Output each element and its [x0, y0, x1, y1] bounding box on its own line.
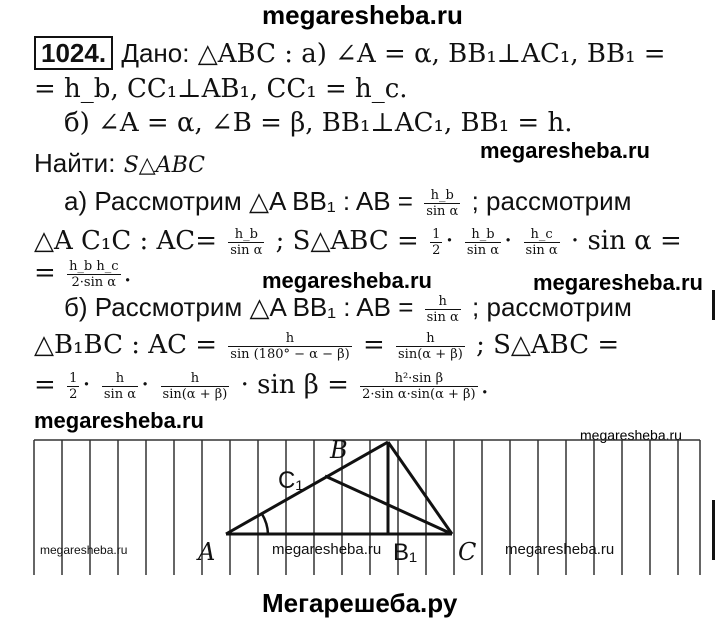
find-target: S△ABC — [123, 153, 205, 178]
problem-find — [34, 148, 205, 181]
find-label: Найти: — [34, 148, 116, 178]
solution-text: ; S△ABC = — [275, 226, 419, 256]
solution-a-line-1 — [64, 186, 632, 219]
solution-a-line-3: = $\frac{\text{h\_b h\_c}}{\text{2·sin α}}$ . — [34, 258, 132, 290]
fraction: $\frac{h\_b}{\text{sin α}}$ — [230, 226, 263, 258]
fraction: $\frac{h}{\text{sin α}}$ — [426, 293, 459, 325]
fraction: $\frac{\text{h\_b h\_c}}{\text{2·sin α}}$ — [69, 258, 119, 290]
fraction: $\frac{h\_b}{\text{sin α}}$ — [466, 226, 499, 258]
label-C1: C₁ — [278, 467, 304, 494]
solution-text: б) Рассмотрим △A BB₁ : AB = — [64, 292, 414, 322]
scan-edge — [712, 290, 715, 320]
solution-text: · sin α = — [570, 226, 682, 256]
fraction: $\frac{h}{\sin(\alpha + \beta)}$ — [398, 330, 463, 362]
solution-b-line-1 — [64, 292, 632, 325]
fraction: $\frac{1}{2}$ — [432, 226, 441, 258]
solution-text: · sin β = — [240, 370, 349, 400]
label-C: C — [458, 538, 477, 566]
given-text-1: △ABC : а) ∠A = α, BB₁⊥AC₁, BB₁ = — [197, 39, 666, 69]
fraction: $\frac{\text{h²·sin β}}{\text{2·sin α·sin(α + β)}}$ — [362, 370, 476, 402]
fraction: $\frac{h\_c}{\text{sin α}}$ — [525, 226, 558, 258]
watermark-bottom: Мегарешеба.ру — [262, 588, 458, 618]
solution-text: = — [362, 330, 385, 360]
triangle-diagram — [0, 430, 720, 580]
solution-a-line-2: △A C₁C : AC= $\frac{h\_b}{\text{sin α}}$ ; S△ABC = $\frac{1}{2}$ · $\frac{h\_b}{\text{sin α}}$ · $\frac{h\_c}{\text{sin α}}$ · sin α = — [34, 226, 682, 258]
problem-line-2: = h_b, CC₁⊥AB₁, CC₁ = h_c. — [34, 74, 408, 104]
watermark: megaresheba.ru — [505, 541, 615, 558]
fraction: $\frac{h\_b}{\text{sin α}}$ — [426, 187, 459, 219]
solution-b-line-3: = $\frac{1}{2}$ · $\frac{h}{\text{sin α}}$ · $\frac{h}{\sin(\alpha + \beta)}$ · sin β = $\frac{\text{h²·sin β}}{\text{2·sin α·sin(α + β)}}$ . — [34, 370, 489, 402]
solution-text: △B₁BC : AC = — [34, 330, 218, 360]
problem-line-3: б) ∠A = α, ∠B = β, BB₁⊥AC₁, BB₁ = h. — [64, 108, 573, 138]
fraction: $\frac{h}{\sin (180^\circ - \alpha - \beta)}$ — [230, 330, 350, 362]
fraction: $\frac{h}{\sin(\alpha + \beta)}$ — [162, 370, 228, 402]
solution-text: = — [34, 370, 56, 400]
solution-text: а) Рассмотрим △A BB₁ : AB = — [64, 186, 413, 216]
fraction: $\frac{1}{2}$ — [69, 370, 78, 402]
solution-text: = — [34, 258, 56, 288]
watermark: megaresheba.ru — [533, 270, 703, 295]
solution-text: ; рассмотрим — [471, 186, 632, 216]
watermark: megaresheba.ru — [40, 543, 128, 557]
watermark-top: megaresheba.ru — [262, 0, 463, 30]
label-A: A — [198, 538, 216, 566]
label-B: B — [330, 436, 348, 464]
watermark: megaresheba.ru — [272, 541, 382, 558]
label-B1: B₁ — [393, 539, 418, 566]
solution-text: ; рассмотрим — [472, 292, 632, 322]
watermark: megaresheba.ru — [262, 268, 432, 293]
watermark: megaresheba.ru — [34, 408, 204, 433]
given-label: Дано: — [121, 38, 190, 68]
watermark: megaresheba.ru — [580, 427, 682, 443]
problem-number: 1024. — [34, 36, 113, 70]
problem-line-1 — [34, 36, 666, 70]
solution-b-line-2 — [34, 330, 619, 362]
fraction: $\frac{h}{\text{sin α}}$ — [103, 370, 136, 402]
solution-text: △A C₁C : AC= — [34, 226, 217, 256]
watermark: megaresheba.ru — [480, 138, 650, 163]
solution-text: ; S△ABC = — [476, 330, 620, 360]
